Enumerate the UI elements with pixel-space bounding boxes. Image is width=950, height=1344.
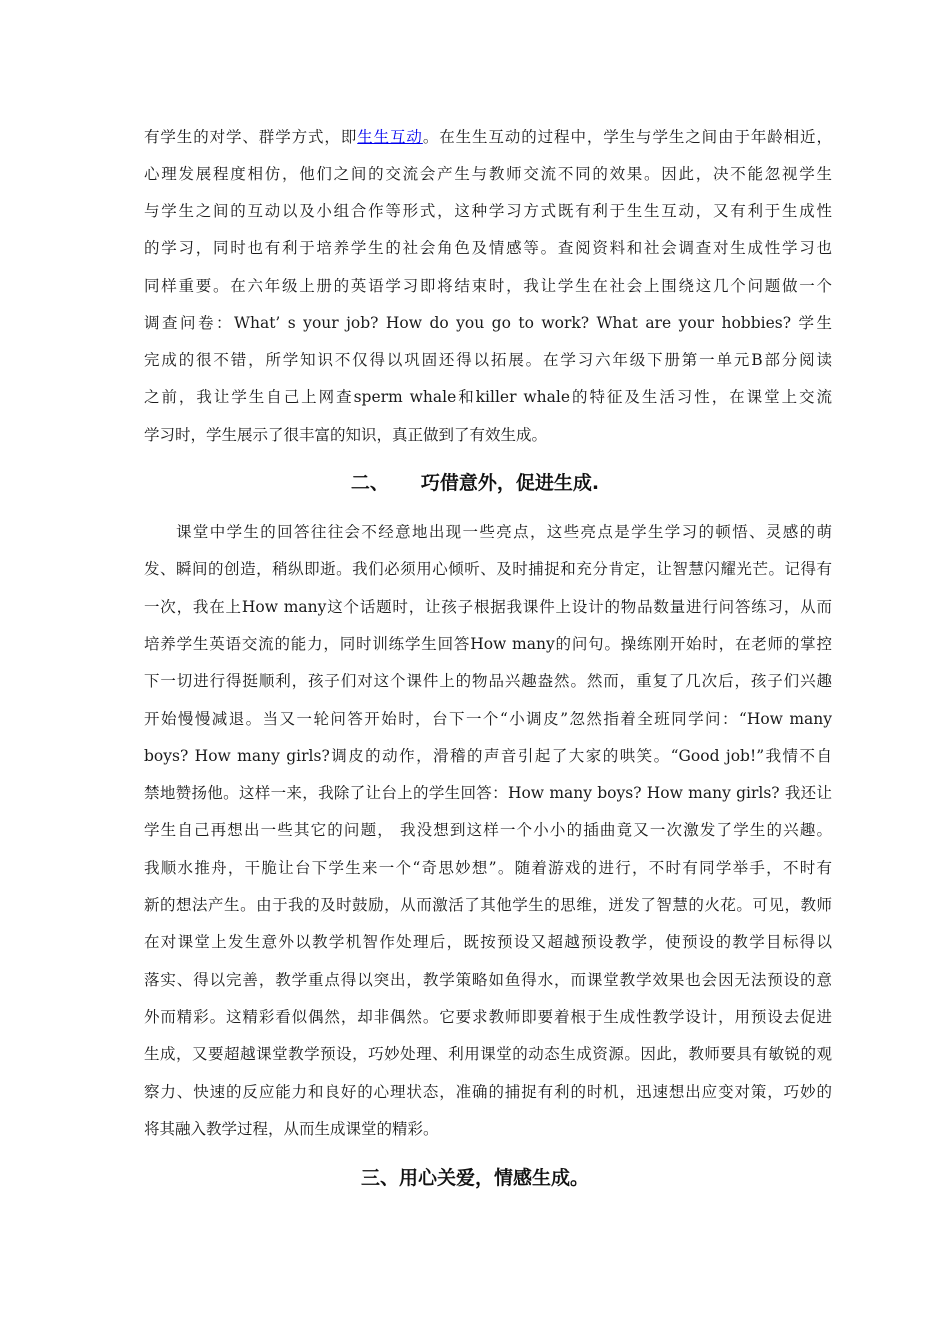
section-heading-2-number: 二、: [350, 472, 389, 494]
section-heading-2-text: 巧借意外，促进生成.: [420, 472, 600, 494]
para1-line-9: 学习时，学生展示了很丰富的知识，真正做到了有效生成。: [144, 426, 548, 444]
para1-line-6: 调查问卷：What’ s your job? How do you go to work? What are your hobbies? 学生: [144, 314, 832, 332]
para1-line-2: 心理发展程度相仿，他们之间的交流会产生与教师交流不同的效果。因此，决不能忽视学生: [144, 165, 832, 183]
para1-line-7: 完成的很不错，所学知识不仅得以巩固还得以拓展。在学习六年级下册第一单元B部分阅读: [144, 351, 832, 369]
para2-line-4: 培养学生英语交流的能力，同时训练学生回答How many的问句。操练刚开始时，在老师的掌控: [144, 635, 832, 653]
para1-line-4: 的学习，同时也有利于培养学生的社会角色及情感等。查阅资料和社会调查对生成性学习也: [144, 239, 832, 257]
para2-line-16: 察力、快速的反应能力和良好的心理状态，准确的捕捉有利的时机，迅速想出应变对策，巧妙的: [144, 1083, 832, 1101]
para2-line-7: boys? How many girls?调皮的动作，滑稽的声音引起了大家的哄笑。“Good job!”我情不自: [144, 747, 832, 765]
para2-line-2: 发、瞬间的创造，稍纵即逝。我们必须用心倾听、及时捕捉和充分肯定，让智慧闪耀光芒。记得有: [144, 560, 832, 578]
para1-line-3: 与学生之间的互动以及小组合作等形式，这种学习方式既有利于生生互动，又有利于生成性: [144, 202, 832, 220]
para2-line-15: 生成，又要超越课堂教学预设，巧妙处理、利用课堂的动态生成资源。因此，教师要具有敏锐的观: [144, 1045, 832, 1063]
para1-line-1-text: 有学生的对学、群学方式，即: [144, 128, 358, 146]
para1-line-1-text-after: 。在生生互动的过程中，学生与学生之间由于年龄相近，: [422, 128, 832, 146]
para1-line-5: 同样重要。在六年级上册的英语学习即将结束时，我让学生在社会上围绕这几个问题做一个: [144, 277, 832, 295]
para2-line-11: 新的想法产生。由于我的及时鼓励，从而激活了其他学生的思维，迸发了智慧的火花。可见，教师: [144, 896, 832, 914]
para1-line-8: 之前，我让学生自己上网查sperm whale和killer whale的特征及生活习性，在课堂上交流: [144, 388, 832, 406]
shengsheng-hudong-link[interactable]: 生生互动: [357, 128, 423, 146]
para2-line-14: 外而精彩。这精彩看似偶然，却非偶然。它要求教师即要着根于生成性教学设计，用预设去促进: [144, 1008, 832, 1026]
para2-line-17: 将其融入教学过程，从而生成课堂的精彩。: [144, 1120, 439, 1138]
para2-line-6: 开始慢慢减退。当又一轮问答开始时，台下一个“小调皮”忽然指着全班同学问：“How many: [144, 710, 832, 728]
section-heading-2: [0, 470, 950, 496]
para1-line-1: [144, 127, 832, 147]
para2-line-5: 下一切进行得挺顺利，孩子们对这个课件上的物品兴趣盎然。然而，重复了几次后，孩子们兴趣: [144, 672, 832, 690]
para2-line-10: 我顺水推舟，干脆让台下学生来一个“奇思妙想”。随着游戏的进行，不时有同学举手，不时有: [144, 859, 832, 877]
para2-line-8: 禁地赞扬他。这样一来，我除了让台上的学生回答：How many boys? How many girls? 我还让: [144, 784, 832, 802]
para2-line-13: 落实、得以完善，教学重点得以突出，教学策略如鱼得水，而课堂教学效果也会因无法预设的意: [144, 971, 832, 989]
para2-line-9: 学生自己再想出一些其它的问题， 我没想到这样一个小小的插曲竟又一次激发了学生的兴趣。: [144, 821, 832, 839]
section-heading-3: 三、用心关爱，情感生成。: [360, 1167, 589, 1189]
para2-line-1: 课堂中学生的回答往往会不经意地出现一些亮点，这些亮点是学生学习的顿悟、灵感的萌: [176, 523, 832, 541]
para2-line-12: 在对课堂上发生意外以教学机智作处理后，既按预设又超越预设教学，使预设的教学目标得以: [144, 933, 832, 951]
para2-line-3: 一次，我在上How many这个话题时，让孩子根据我课件上设计的物品数量进行问答练习，从而: [144, 598, 832, 616]
